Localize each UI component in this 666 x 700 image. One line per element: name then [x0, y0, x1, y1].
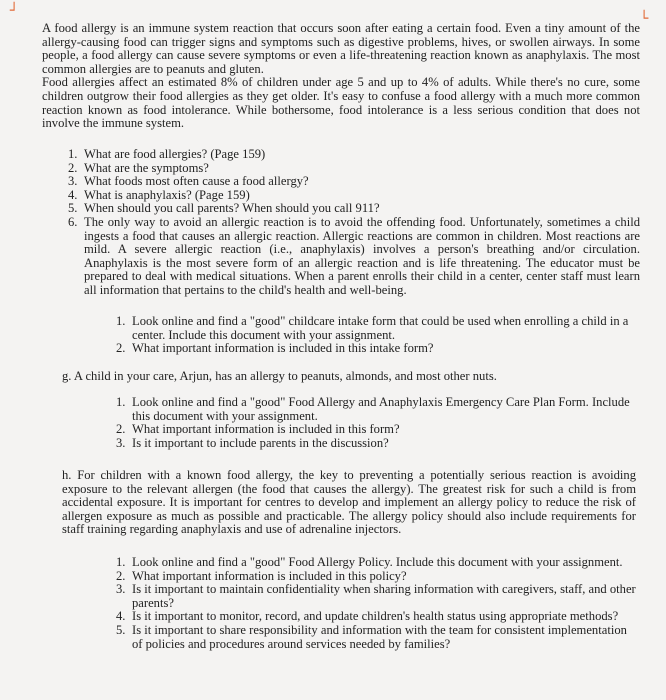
- list-item: 4. Is it important to monitor, record, and update children's health status using appropriate methods?: [116, 609, 619, 624]
- list-item: 5. When should you call parents? When should you call 911?: [68, 201, 380, 216]
- list-item: 2. What important information is included in this form?: [116, 422, 400, 437]
- list-item: 1. Look online and find a "good" childcare intake form that could be used when enrolling a child in a center. Include this document with your assignment.: [116, 314, 629, 342]
- list-item: 2. What important information is included in this policy?: [116, 568, 407, 583]
- q6-subitems-list: [116, 315, 636, 356]
- list-item: 3. Is it important to maintain confidentiality when sharing information with caregivers, staff, and other parents?: [116, 582, 636, 610]
- list-item: 3. Is it important to include parents in the discussion?: [116, 435, 389, 450]
- list-item: 2. What important information is included in this intake form?: [116, 341, 434, 356]
- list-item: 2. What are the symptoms?: [68, 160, 209, 175]
- list-item: 3. What foods most often cause a food allergy?: [68, 174, 309, 189]
- corner-mark-icon: ┘: [10, 3, 19, 19]
- list-item: 1. Look online and find a "good" Food Allergy Policy. Include this document with your assignment.: [116, 555, 623, 569]
- intro-section: [42, 22, 640, 131]
- list-item: 6. The only way to avoid an allergic reaction is to avoid the offending food. Unfortunately, sometimes a child ingests a food that causes an allergic reaction. Allergic reactions are common in children. Most reactions are mild. A severe allergic reaction (i.e., anaphylaxis) involves a person's breathing and/or circulation. Anaphylaxis is the most severe form of an allergic reaction and is life threatening. The educator must be prepared to deal with medical situations. When a parent enrolls their child in a center, center staff must learn all information that pertains to the child's health and well-being.: [68, 214, 640, 297]
- list-item: 4. What is anaphylaxis? (Page 159): [68, 187, 250, 202]
- g-subitems-list: [116, 396, 636, 450]
- intro-paragraph: Food allergies affect an estimated 8% of children under age 5 and up to 4% of adults. While there's no cure, some children outgrow their food allergies as they get older. It's easy to confuse a food allergy with a much more common reaction known as food intolerance. While bothersome, food intolerance is a less serious condition that does not involve the immune system.: [42, 75, 640, 131]
- list-item: 1. What are food allergies? (Page 159): [68, 147, 266, 161]
- section-h: h. For children with a known food allergy, the key to preventing a potentially serious reaction is avoiding exposure to the relevant allergen (the food that causes the allergy). The greatest risk for such a child is from accidental exposure. It is important for centres to develop and implement an allergy policy to reduce the risk of allergen exposure as much as possible and practicable. The allergy policy should also include requirements for staff training regarding anaphylaxis and use of adrenaline injectors.: [62, 468, 636, 537]
- questions-list: [68, 148, 640, 298]
- corner-mark-icon: └: [640, 11, 649, 27]
- list-item: 1. Look online and find a "good" Food Allergy and Anaphylaxis Emergency Care Plan Form. Include this document with your assignment.: [116, 395, 630, 423]
- intro-paragraph: A food allergy is an immune system reaction that occurs soon after eating a certain food. Even a tiny amount of the allergy-causing food can trigger signs and symptoms such as digestive problems, hives, or swollen airways. In some people, a food allergy can cause severe symptoms or even a life-threatening reaction known as anaphylaxis. The most common allergies are to peanuts and gluten.: [42, 21, 640, 76]
- list-item: 5. Is it important to share responsibility and information with the team for consistent implementation of policies and procedures around services needed by families?: [116, 622, 627, 651]
- h-subitems-list: [116, 556, 636, 651]
- section-g: g. A child in your care, Arjun, has an allergy to peanuts, almonds, and most other nuts.: [62, 369, 497, 383]
